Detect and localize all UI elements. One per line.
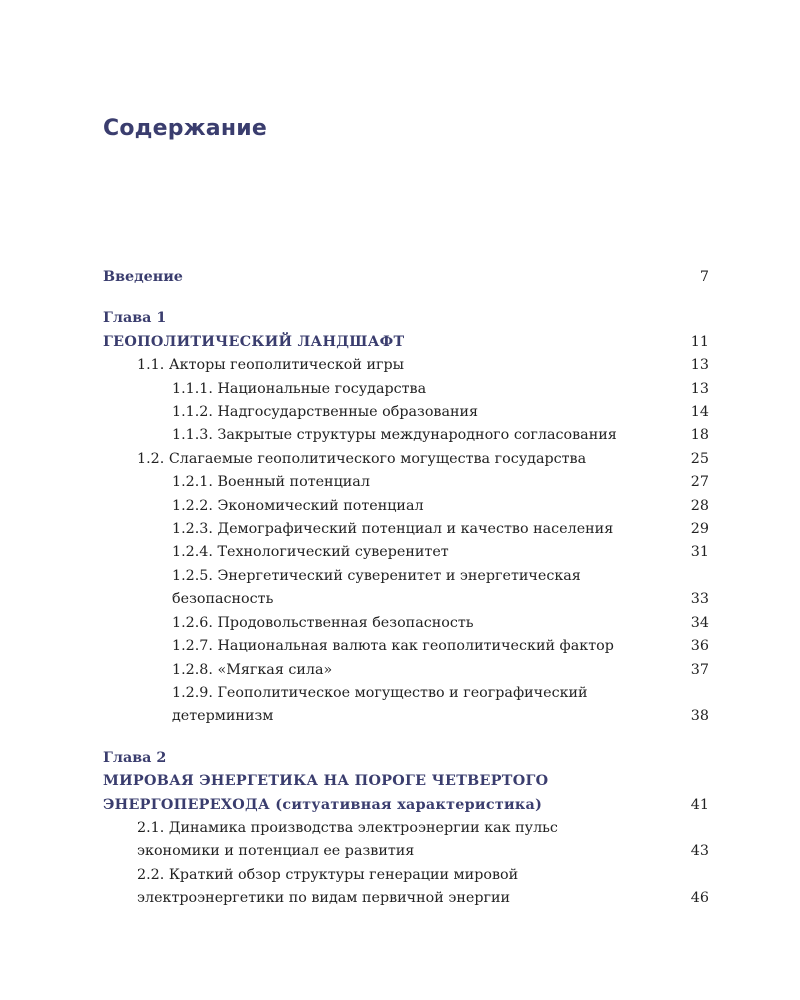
toc-entry-chapter-2[interactable] [103, 770, 709, 817]
toc-entry-label: Введение [103, 269, 183, 285]
toc-entry-text: 1.1.3. Закрытые структуры международного согласования [172, 427, 617, 444]
toc-page-number: 34 [690, 614, 709, 631]
toc-page-number: 18 [690, 427, 709, 444]
toc-entry-text: 1.2.9. Геополитическое могущество и географический детерминизм [172, 684, 588, 725]
toc-entry[interactable] [103, 401, 709, 424]
toc-entry-text: 1.2.6. Продовольственная безопасность [172, 614, 474, 631]
toc-entry[interactable] [103, 448, 709, 471]
toc-page-number: 14 [690, 404, 709, 421]
toc-entry[interactable] [103, 541, 709, 564]
toc-page-number: 13 [690, 357, 709, 374]
toc-entry-text: 1.1.2. Надгосударственные образования [172, 404, 479, 421]
toc-entry-chapter-1[interactable] [103, 331, 709, 354]
toc-entry[interactable] [103, 612, 709, 635]
toc-page-number: 37 [690, 661, 709, 678]
toc-entry-text: 1.1.1. Национальные государства [172, 380, 427, 397]
toc-entry-text: 1.2.1. Военный потенциал [172, 474, 370, 491]
table-of-contents [103, 266, 709, 911]
chapter-2-label [103, 747, 709, 770]
toc-entry[interactable] [103, 354, 709, 377]
toc-entry[interactable] [103, 424, 709, 447]
toc-entry-text: 1.2. Слагаемые геополитического могущества государства [137, 450, 587, 467]
page-title: Содержание [103, 116, 267, 141]
toc-page-number: 13 [690, 380, 709, 397]
toc-page-number: 43 [690, 843, 709, 860]
toc-page-number: 36 [690, 638, 709, 655]
toc-page-number: 38 [690, 708, 709, 725]
toc-page-number: 29 [690, 521, 709, 538]
toc-entry[interactable] [103, 565, 709, 612]
toc-page-number: 25 [690, 450, 709, 467]
toc-entry-text: 1.2.7. Национальная валюта как геополитический фактор [172, 638, 614, 655]
toc-page-number: 46 [690, 890, 709, 907]
toc-entry-text: 1.2.5. Энергетический суверенитет и энергетическая безопасность [172, 567, 581, 608]
toc-entry[interactable] [103, 495, 709, 518]
chapter-title-text: ГЕОПОЛИТИЧЕСКИЙ ЛАНДШАФТ [103, 333, 405, 350]
toc-entry[interactable] [103, 817, 709, 864]
toc-page-number: 7 [699, 269, 709, 285]
toc-page-number: 28 [690, 497, 709, 514]
toc-entry-text: 1.2.4. Технологический суверенитет [172, 544, 449, 561]
chapter-1-label [103, 307, 709, 330]
chapter-title-text: МИРОВАЯ ЭНЕРГЕТИКА НА ПОРОГЕ ЧЕТВЕРТОГО ЭНЕРГОПЕРЕХОДА (ситуативная характеристика) [103, 773, 549, 813]
toc-entry[interactable] [103, 682, 709, 729]
toc-entry-text: 2.2. Краткий обзор структуры генерации мировой электроэнергетики по видам первичной энергии [137, 866, 519, 907]
toc-entry[interactable] [103, 659, 709, 682]
chapter-label-text: Глава 2 [103, 749, 167, 766]
toc-entry-text: 2.1. Динамика производства электроэнергии как пульс экономики и потенциал ее развития [137, 819, 558, 860]
toc-page-number: 11 [690, 333, 709, 350]
toc-entry[interactable] [103, 471, 709, 494]
toc-entry[interactable] [103, 635, 709, 658]
toc-entry-text: 1.2.8. «Мягкая сила» [172, 661, 333, 678]
toc-page-number: 33 [690, 591, 709, 608]
toc-page-number: 31 [690, 544, 709, 561]
toc-page-number: 27 [690, 474, 709, 491]
toc-entry-intro[interactable] [103, 266, 709, 289]
toc-entry[interactable] [103, 518, 709, 541]
toc-entry[interactable] [103, 378, 709, 401]
toc-entry-text: 1.2.3. Демографический потенциал и качество населения [172, 521, 614, 538]
toc-entry-text: 1.2.2. Экономический потенциал [172, 497, 424, 514]
toc-page-number: 41 [690, 796, 709, 813]
toc-entry-text: 1.1. Акторы геополитической игры [137, 357, 405, 374]
chapter-label-text: Глава 1 [103, 310, 167, 327]
toc-entry[interactable] [103, 864, 709, 911]
